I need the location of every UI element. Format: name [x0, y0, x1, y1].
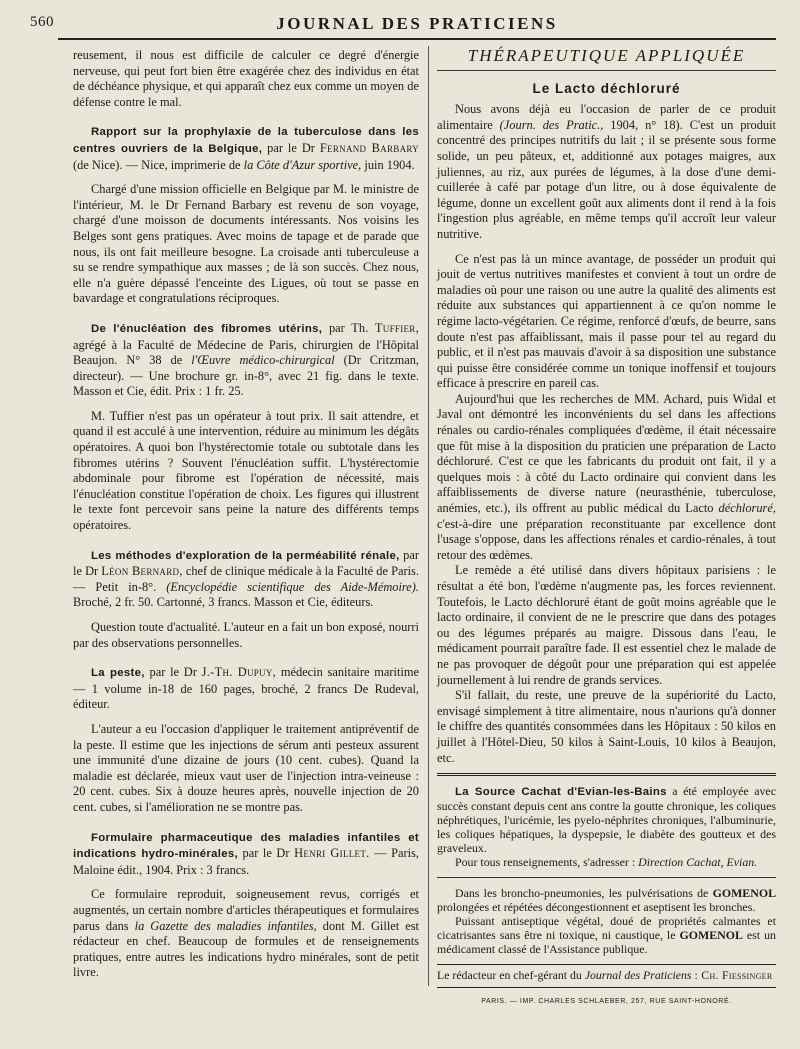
review-author: J.-Th. Dupuy, [201, 665, 277, 680]
printer-imprint: PARIS. — IMP. CHARLES SCHLAEBER, 257, RUE SAINT-HONORÉ. [481, 997, 732, 1005]
review-renale-body: Question toute d'actualité. L'auteur en a fait un bon exposé, nourri par des observations personnelles. [73, 620, 419, 650]
article-paragraph: Aujourd'hui que les recherches de MM. Achard, puis Widal et Javal ont démontré les inconvénients du sel dans les affections rénales ou cardio-rénales compliquées d'œdème, il était nécessaire que fût mise à la disposition du praticien une préparation de Lacto déchloruré. C'est ce que les fabricants du produit ont fait, il y a quelques mois : à côté du Lacto ordinaire qui convient dans les affaiblissements de diverse nature (neurasthénie, tuberculose, anémies, etc.), ils offrent au public médical du Lacto déchloruré, c'est-à-dire une préparation reconstituante par excellence dont l'usage s'oppose, dans les affections rénales et cardio-rénales, à tout retour des œdèmes. [437, 391, 776, 562]
advertisement-gomenol: Dans les broncho-pneumonies, les pulvérisations de GOMENOL prolongées et répétées décongestionnent et aseptisent les bronches. Puissant antiseptique végétal, doué de propriétés calmantes et cicatrisantes sans être ni toxique, ni caustique, le GOMENOL est un médicament classé de l'Assistance publique. [437, 886, 776, 957]
advertisement-cachat: La Source Cachat d'Evian-les-Bains a été employée avec succès constant depuis cent ans contre la goutte chronique, les coliques néphrétiques, l'uricémie, les pyelo-néphrites chroniques, l'albuminurie, les coliques hépatiques, la dyspepsie, le diabète des goutteux et des graveleux. Pour tous renseignements, s'adresser : Direction Cachat, Evian. [437, 784, 776, 870]
review-peste-header: La peste, par le Dr J.-Th. Dupuy, médecin sanitaire maritime — 1 volume in-18 de 160 pages, broché, 2 francs De Rudeval, éditeur. [73, 665, 419, 712]
review-author: Henri Gillet. [294, 846, 370, 861]
review-renale-header: Les méthodes d'exploration de la perméabilité rénale, par le Dr Léon Bernard, chef de clinique médicale à la Faculté de Paris. — Petit in-8°. (Encyclopédie scientifique des Aide-Mémoire). Broché, 2 fr. 50. Cartonné, 3 francs. Masson et Cie, éditeurs. [73, 547, 419, 610]
journal-title: JOURNAL DES PRATICIENS [276, 14, 558, 33]
rule-divider [437, 877, 776, 878]
article-paragraph: Le remède a été utilisé dans divers hôpitaux parisiens : le résultat a été bon, l'œdème n'augmente pas, les forces reviennent. Toutefois, le Lacto déchloruré étant de goût moins agréable que le lacto ordinaire, il convient de ne le prescrire que dans des potages ou des légumes préparés au maigre. Dissous dans l'eau, le médicament pourrait paraître fade. Il est essentiel chez le malade de ne pas provoquer de dégoût pour une préparation qui est appelée journellement à lui rendre de grands services. [437, 563, 776, 687]
article-title: Le Lacto déchloruré [532, 80, 681, 96]
review-title: Les méthodes d'exploration de la perméabilité rénale, [91, 549, 400, 562]
review-formulaire-body: Ce formulaire reproduit, soigneusement revus, corrigés et augmentés, un certain nombre d'articles thérapeutiques et formulaires parus dans la Gazette des maladies infantiles, dont M. Gillet est rédacteur en chef. Beaucoup de formules et de renseignements pratiques, entre autres les indications hydro minérales, sont de petit livre. [73, 887, 420, 980]
review-peste-body: L'auteur a eu l'occasion d'appliquer le traitement antipréventif de la peste. Il estime que les injections de sérum anti pesteux assurent une immunité d'une dizaine de jours (10 cent. cubes). Quand la maladie est déclarée, mieux vaut user de l'injection intra-veineuse : 20 cent. cubes. Six à douze heures après, nouvelle injection de 20 cent. cubes, si l'amélioration ne se montre pas. [73, 721, 419, 814]
review-author: Tuffier, [374, 320, 419, 335]
intro-paragraph: reusement, il nous est difficile de calculer ce degré d'énergie nerveuse, qui peut fort bien être exagérée chez des individus en état de déchéance physique, et qui apparaît chez eux comme un moyen de défense contre le mal. [73, 48, 419, 109]
review-title: De l'énucléation des fibromes utérins, [91, 322, 323, 335]
section-title: THÉRAPEUTIQUE APPLIQUÉE [437, 48, 776, 71]
review-title: Rapport sur la prophylaxie de la tuberculose dans les centres ouvriers de la Belgique, [73, 126, 419, 155]
review-fibromes-body: M. Tuffier n'est pas un opérateur à tout prix. Il sait attendre, et quand il est acculé à une intervention, réduire au minimum les dégâts opératoires. A quoi bon l'hystérectomie totale ou subtotale dans les fibromes utérins ? Souvent l'énucléation suffit. L'hystérectomie abdominale pour fibrome est l'opération de nécessité, mais l'énucléation constitue l'opération de choix. Les figures qui illustrent le texte font percevoir sans peine la nature des différents temps opératoires. [73, 408, 419, 533]
article-paragraph: Nous avons déjà eu l'occasion de parler de ce produit alimentaire (Journ. des Pratic., 1904, n° 18). C'est un produit concentré des principes nutritifs du lait ; il se présente sous forme solide, un peu pâteux, et, additionné aux potages maigres, aux juliennes, au riz, aux purées de légumes, à la dose d'une demi-cuillerée à café par potage d'un litre, ou à dose équivalente de légume, donne un excellent goût aux aliments dont il rend à la fois l'ingestion plus agréable, en même temps qu'il accroît leur valeur nutritive. [437, 102, 776, 241]
right-column [437, 48, 776, 1009]
brand-name: GOMENOL [712, 886, 776, 901]
article-paragraph: S'il fallait, du reste, une preuve de la supériorité du Lacto, envisagé simplement à titre alimentaire, nous n'aurions qu'à donner le chiffre des quantités consommées dans les Hôpitaux : 50 kilos en juillet à l'Hôtel-Dieu, 50 kilos à Saint-Louis, 10 kilos à Beaujon, etc. [437, 688, 776, 765]
left-column [73, 48, 419, 981]
page-header [58, 10, 776, 40]
review-fibromes-header: De l'énucléation des fibromes utérins, par Th. Tuffier, agrégé à la Faculté de Médecine de Paris, chirurgien de l'Hôpital Beaujon. N° 38 de l'Œuvre médico-chirurgical (Dr Critzman, directeur). — Une brochure gr. in-8°, avec 21 fig. dans le texte. Masson et Cie, édit. Prix : 1 fr. 25. [73, 320, 419, 399]
review-author: Léon Bernard, [101, 564, 183, 579]
column-divider [428, 46, 429, 986]
review-title: Formulaire pharmaceutique des maladies infantiles et indications hydro-minérales, [73, 831, 419, 861]
editor-line: Le rédacteur en chef-gérant du Journal des Praticiens : Ch. Fiessinger [437, 964, 776, 988]
article-paragraph: Ce n'est pas là un mince avantage, de posséder un produit qui jouit de vertus nutritives manifestes et convient à tout un ordre de maladies où pour une raison ou une autre la qualité des aliments est réduite aux substances qui appartiennent à ce qu'on nomme le régime lacto-végétarien. Ce régime, renforcé d'œufs, de beurre, sans doute n'est pas affaiblissant, mais il passe pour tel au regard du public, et il n'est pas mauvais d'avoir à sa disposition une substance qui puisse être considérée comme un tonique inoffensif et toujours efficace à prescrire en pareil cas. [437, 251, 776, 391]
review-author: Fernand Barbary [319, 140, 419, 155]
review-tuberculose-body: Chargé d'une mission officielle en Belgique par M. le ministre de l'intérieur, M. le Dr Fernand Barbary est revenu de son voyage, chargé d'une moisson de documents intéressants. Nos voisins les Belges sont gens pratiques. Avec moins de tapage et de parade que nous, ils ont fait meilleure besogne. La croisade anti tuberculeuse a su se rendre sympathique aux masses ; de là son succès. Chez nous, elle n'a guère dépassé l'enceinte des Ligues, où tout se passe en bavardage et congratulations réciproques. [73, 182, 419, 306]
page-number: 560 [30, 14, 54, 30]
ad-title: La Source Cachat d'Evian-les-Bains [455, 786, 667, 799]
review-tuberculose-header: Rapport sur la prophylaxie de la tuberculose dans les centres ouvriers de la Belgique, par le Dr Fernand Barbary (de Nice). — Nice, imprimerie de la Côte d'Azur sportive, juin 1904. [73, 126, 419, 172]
review-title: La peste, [91, 667, 145, 680]
double-rule-divider [437, 773, 776, 776]
brand-name: GOMENOL [679, 928, 743, 943]
review-formulaire-header: Formulaire pharmaceutique des maladies infantiles et indications hydro-minérales, par le Dr Henri Gillet. — Paris, Maloine édit., 1904. Prix : 3 francs. [73, 831, 419, 877]
